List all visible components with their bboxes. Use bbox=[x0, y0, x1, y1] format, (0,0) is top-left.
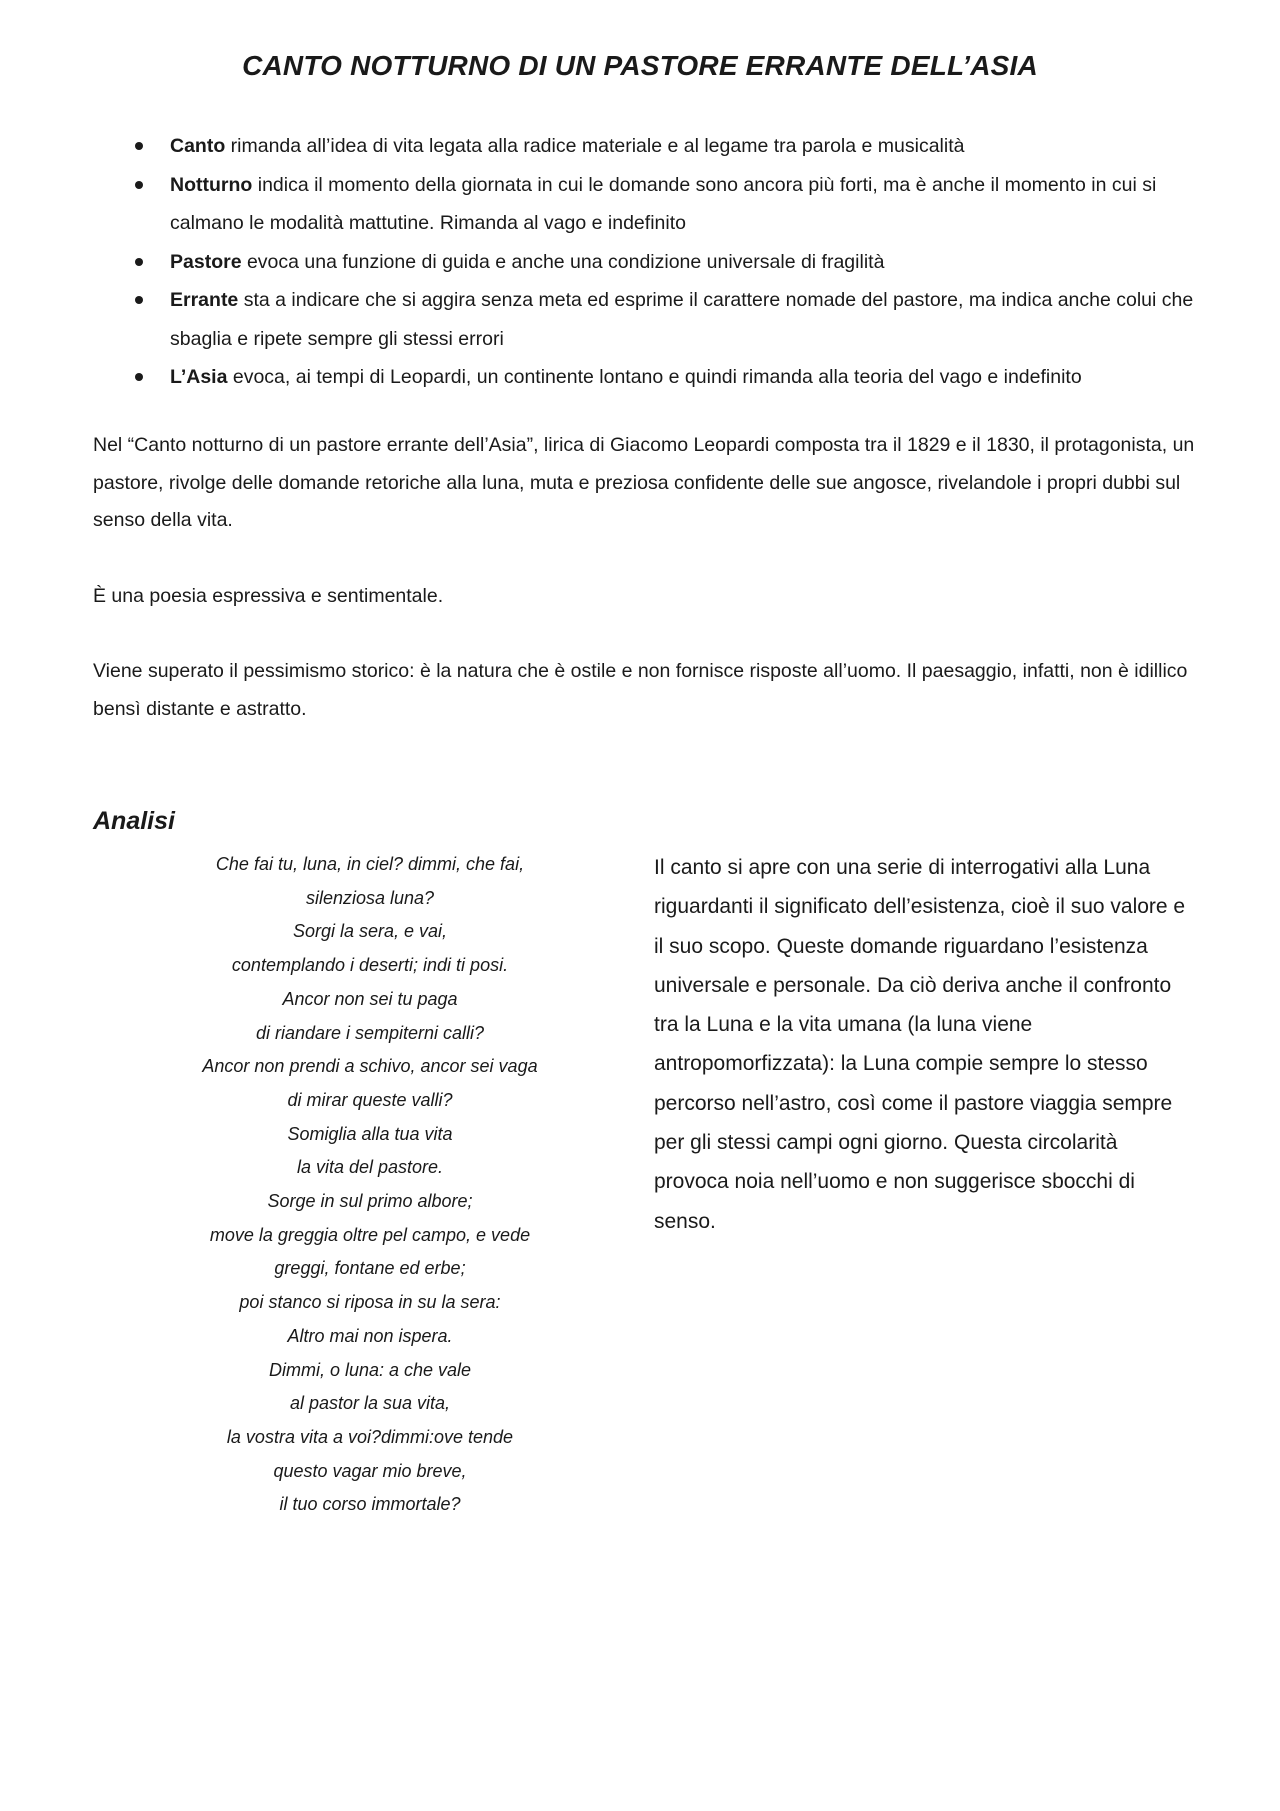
intro-paragraph: Nel “Canto notturno di un pastore errante dell’Asia”, lirica di Giacomo Leopardi composta tra il 1829 e il 1830, il protagonista, un pastore, rivolge delle domande retoriche alla luna, muta e preziosa confidente delle sue angosce, rivelandole i propri dubbi sul senso della vita. bbox=[93, 434, 1195, 531]
bullet-term: Errante bbox=[170, 289, 239, 311]
bullet-item-canto bbox=[170, 127, 1210, 166]
bullet-dot-icon bbox=[135, 258, 143, 266]
title-keywords-list bbox=[170, 127, 1210, 397]
document-title: CANTO NOTTURNO DI UN PASTORE ERRANTE DELL’ASIA bbox=[242, 50, 1038, 81]
bullet-term: Canto bbox=[170, 135, 226, 157]
genre-paragraph: È una poesia espressiva e sentimentale. bbox=[93, 585, 444, 607]
bullet-term: L’Asia bbox=[170, 366, 228, 388]
bullet-term: Pastore bbox=[170, 250, 242, 273]
poem-line: greggi, fontane ed erbe; bbox=[274, 1258, 466, 1279]
poem-excerpt bbox=[170, 848, 570, 1522]
poem-line: la vostra vita a voi?dimmi:ove tende bbox=[226, 1426, 514, 1447]
analysis-commentary: Il canto si apre con una serie di interrogativi alla Luna riguardanti il significato dell’esistenza, cioè il suo valore e il suo scopo. Queste domande riguardano l’esistenza universale e personale. Da ciò deriva anche il confronto tra la Luna e la vita umana (la luna viene antropomorfizzata): la Luna compie sempre lo stesso percorso nell’astro, così come il pastore viaggia sempre per gli stessi campi ogni giorno. Questa circolarità provoca noia nell’uomo e non suggerisce sbocchi di senso. bbox=[654, 856, 1186, 1233]
bullet-text: sta a indicare che si aggira senza meta ed esprime il carattere nomade del pastore, ma indica anche colui che sbaglia e ripete sempre gli stessi errori bbox=[170, 289, 1194, 350]
poem-line: Somiglia alla tua vita bbox=[287, 1123, 453, 1144]
poem-line: Che fai tu, luna, in ciel? dimmi, che fai, bbox=[215, 854, 525, 874]
poem-line: Ancor non sei tu paga bbox=[282, 988, 458, 1009]
poem-line: di riandare i sempiterni calli? bbox=[255, 1022, 485, 1043]
bullet-item-pastore bbox=[170, 243, 1210, 282]
bullet-dot-icon bbox=[135, 181, 143, 189]
bullet-text: indica il momento della giornata in cui le domande sono ancora più forti, ma è anche il momento in cui si calmano le modalità mattutine. Rimanda al vago e indefinito bbox=[170, 173, 1157, 234]
poem-line: Sorgi la sera, e vai, bbox=[292, 921, 448, 942]
bullet-term: Notturno bbox=[170, 173, 253, 196]
bullet-dot-icon bbox=[135, 296, 143, 304]
poem-line: al pastor la sua vita, bbox=[289, 1393, 451, 1414]
poem-line: Altro mai non ispera. bbox=[287, 1325, 453, 1346]
bullet-dot-icon bbox=[135, 142, 143, 150]
poem-line: questo vagar mio breve, bbox=[273, 1460, 467, 1481]
bullet-item-asia bbox=[170, 358, 1210, 397]
bullet-item-errante bbox=[170, 281, 1210, 358]
poem-line: poi stanco si riposa in su la sera: bbox=[239, 1292, 501, 1313]
poem-line: contemplando i deserti; indi ti posi. bbox=[231, 955, 509, 976]
bullet-dot-icon bbox=[135, 373, 143, 381]
poem-line: Sorge in sul primo albore; bbox=[267, 1191, 473, 1212]
bullet-text: evoca, ai tempi di Leopardi, un continente lontano e quindi rimanda alla teoria del vago e indefinito bbox=[227, 366, 1082, 388]
poem-line: Ancor non prendi a schivo, ancor sei vaga bbox=[202, 1056, 538, 1077]
poem-line: move la greggia oltre pel campo, e vede bbox=[209, 1224, 531, 1245]
bullet-text: evoca una funzione di guida e anche una condizione universale di fragilità bbox=[241, 250, 885, 273]
poem-line: il tuo corso immortale? bbox=[279, 1494, 461, 1515]
pessimism-paragraph: Viene superato il pessimismo storico: è la natura che è ostile e non fornisce risposte all’uomo. Il paesaggio, infatti, non è idillico bensì distante e astratto. bbox=[93, 660, 1188, 720]
bullet-text: rimanda all’idea di vita legata alla radice materiale e al legame tra parola e musicalità bbox=[225, 135, 965, 157]
poem-line: silenziosa luna? bbox=[305, 887, 435, 908]
analysis-heading: Analisi bbox=[93, 807, 175, 835]
poem-line: di mirar queste valli? bbox=[287, 1089, 453, 1110]
poem-line: Dimmi, o luna: a che vale bbox=[268, 1359, 472, 1380]
poem-line: la vita del pastore. bbox=[296, 1157, 444, 1178]
bullet-item-notturno bbox=[170, 166, 1210, 243]
